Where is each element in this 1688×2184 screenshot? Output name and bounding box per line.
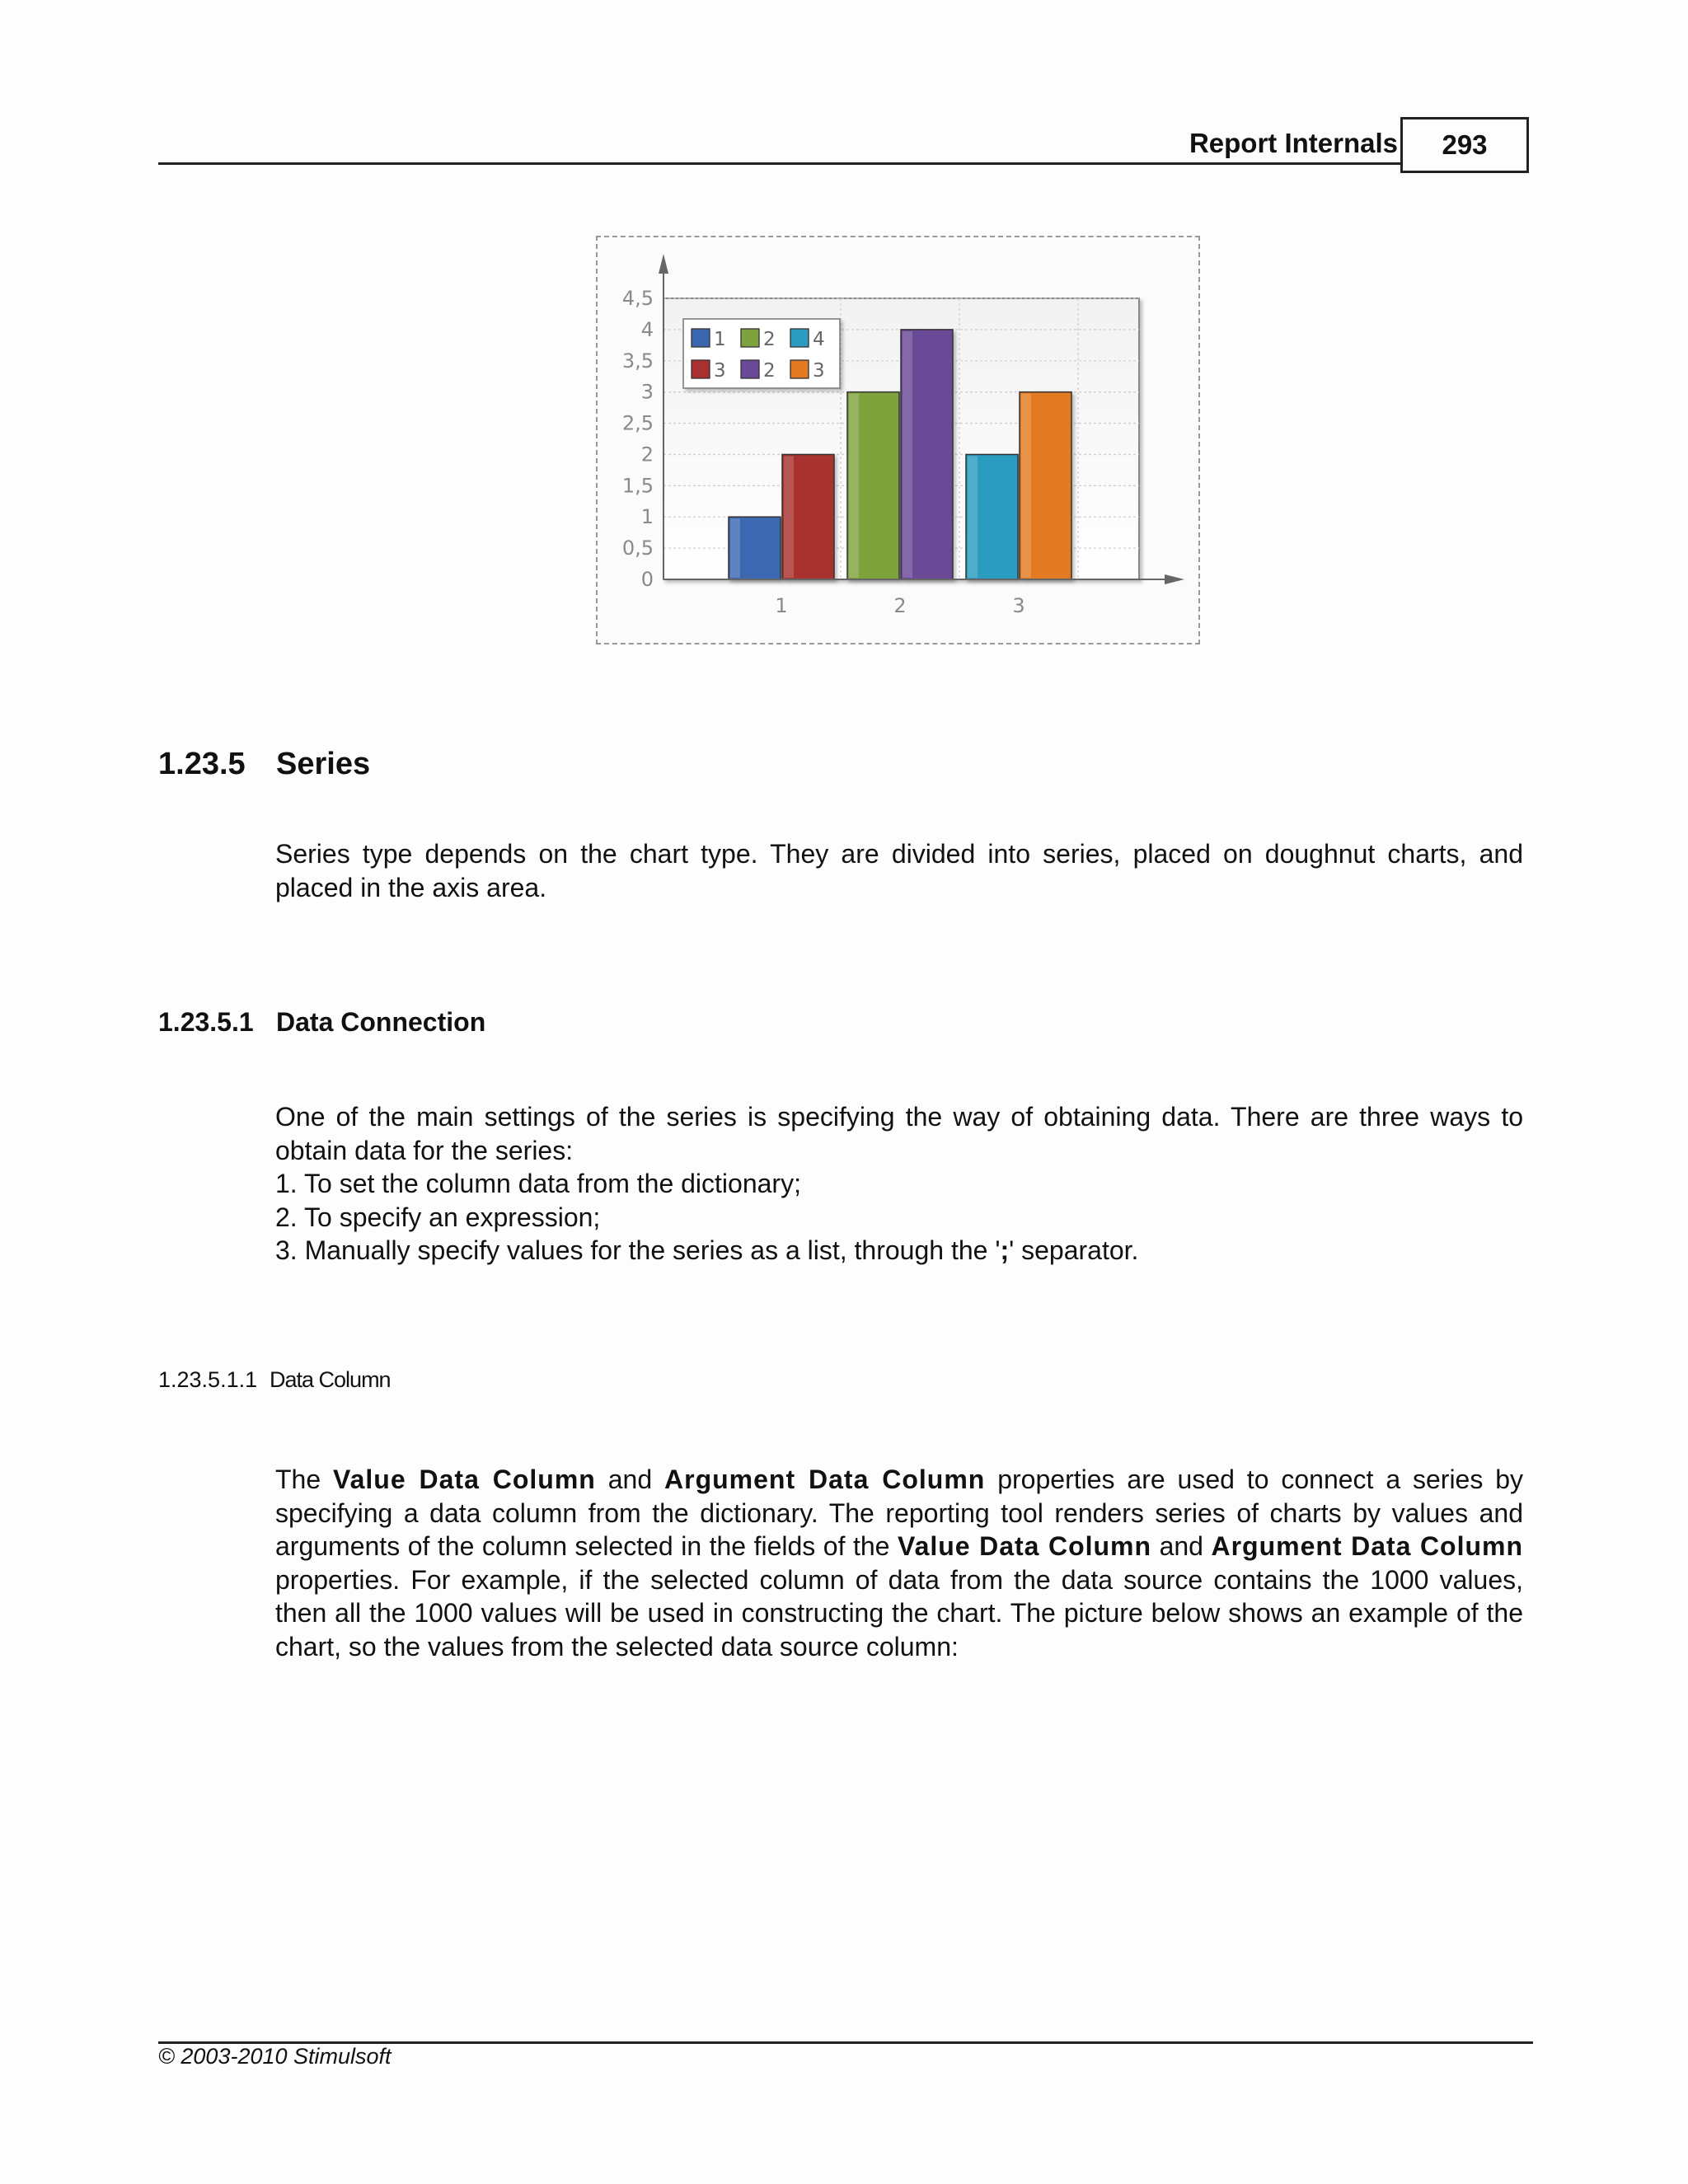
subsubsection-heading: 1.23.5.1.1 Data Column <box>158 1367 391 1392</box>
argument-data-column-term: Argument Data Column <box>1211 1531 1524 1561</box>
legend-swatch <box>790 329 809 347</box>
list-item: 3. Manually specify values for the series as a list, through the ';' separator. <box>275 1235 1139 1265</box>
legend-label: 2 <box>763 329 776 350</box>
y-tick-label: 0 <box>640 568 654 591</box>
value-data-column-term: Value Data Column <box>333 1465 596 1494</box>
x-axis-arrow <box>1165 574 1184 584</box>
footer-copyright: © 2003-2010 Stimulsoft <box>158 2044 392 2069</box>
y-tick-label: 1 <box>640 505 654 529</box>
legend-swatch <box>692 329 710 347</box>
data-connection-paragraph <box>275 1100 1523 1268</box>
y-axis-arrow <box>659 254 668 274</box>
argument-data-column-term: Argument Data Column <box>664 1465 986 1494</box>
subsection-heading: 1.23.5.1 Data Connection <box>158 1007 486 1037</box>
legend-label: 3 <box>714 360 726 382</box>
y-tick-label: 4 <box>640 317 654 341</box>
list-item: 2. To specify an expression; <box>275 1202 601 1232</box>
bar-highlight <box>903 331 912 578</box>
chart-figure <box>596 236 1200 644</box>
x-tick-label: 3 <box>1012 594 1025 617</box>
value-data-column-term: Value Data Column <box>897 1531 1152 1561</box>
legend-swatch <box>692 360 710 378</box>
bar-highlight <box>849 394 859 578</box>
y-tick-label: 2,5 <box>621 411 654 435</box>
bar-highlight <box>784 456 794 578</box>
list-item: 1. To set the column data from the dictionary; <box>275 1169 801 1198</box>
y-tick-label: 0,5 <box>621 537 654 560</box>
legend-label: 3 <box>813 360 825 382</box>
legend-label: 4 <box>813 329 825 350</box>
bar-highlight <box>968 456 978 578</box>
bar-highlight <box>1021 394 1031 578</box>
x-tick-label: 1 <box>775 594 788 617</box>
legend-swatch <box>741 360 759 378</box>
legend-label: 2 <box>763 360 776 382</box>
y-tick-label: 3,5 <box>621 349 654 373</box>
intro-paragraph: Series type depends on the chart type. They are divided into series, placed on doughnut charts, and placed in the axis area. <box>275 839 1523 902</box>
y-tick-label: 3 <box>640 380 654 404</box>
y-tick-label: 2 <box>640 443 654 466</box>
bar-highlight <box>730 518 740 578</box>
data-connection-text: One of the main settings of the series is specifying the way of obtaining data. There are three ways to obtain data for the series: <box>275 1102 1523 1165</box>
section-heading: 1.23.5 Series <box>158 747 371 781</box>
legend-swatch <box>741 329 759 347</box>
y-tick-label: 4,5 <box>621 287 654 310</box>
bar-chart <box>598 237 1198 643</box>
x-tick-label: 2 <box>893 594 907 617</box>
y-tick-label: 1,5 <box>621 474 654 498</box>
header-rule <box>158 162 1404 165</box>
data-column-paragraph: The Value Data Column and Argument Data Column properties are used to connect a series by specifying a data column from the dictionary. The reporting tool renders series of charts by values and arguments of the column selected in the fields of the Value Data Column and Argument Data Column properties. For example, if the selected column of data from the data source contains the 1000 values, then all the 1000 values will be used in constructing the chart. The picture below shows an example of the chart, so the values from the selected data source column: <box>275 1465 1524 1661</box>
page-number: 293 <box>1400 117 1529 173</box>
legend-label: 1 <box>714 329 726 350</box>
running-header-title: Report Internals <box>1189 128 1398 158</box>
legend-swatch <box>790 360 809 378</box>
